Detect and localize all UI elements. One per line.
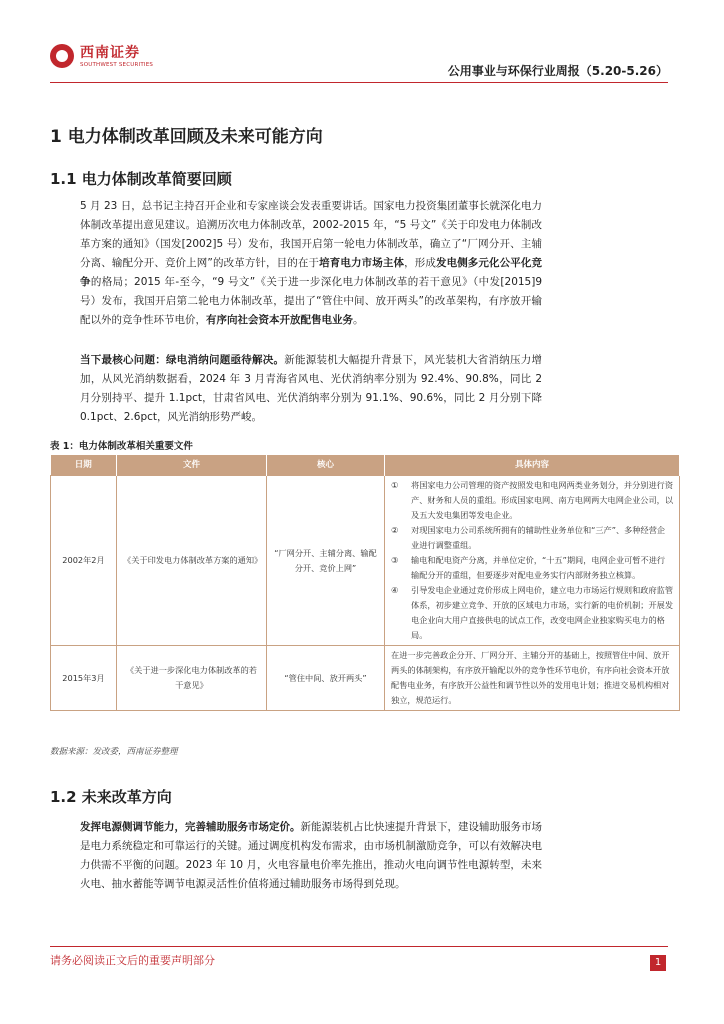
cell-document: 《关于进一步深化电力体制改革的若干意见》: [117, 646, 267, 711]
footer-divider: [50, 946, 668, 947]
cell-core: “管住中间、放开两头”: [267, 646, 385, 711]
content-item: ④ 引导发电企业通过竞价形成上网电价，建立电力市场运行规则和政府监管体系，初步建立竞争、开放的区域电力市场，实行新的电价机制；开展发电企业向大用户直接供电的试点工作，改变电网企业独家购买电力的格局。: [391, 585, 674, 640]
header-content: 具体内容: [385, 455, 680, 476]
cell-content: [385, 476, 680, 646]
table-row: [51, 476, 680, 646]
logo-text-cn: 西南证券: [80, 45, 140, 61]
section-1-1-heading: 1.1 电力体制改革简要回顾: [50, 170, 232, 188]
cell-date: 2015年3月: [51, 646, 117, 711]
page-number: 1: [650, 955, 666, 971]
logo-emblem-icon: [50, 44, 74, 68]
header-document: 文件: [117, 455, 267, 476]
report-title: 公用事业与环保行业周报（5.20-5.26）: [447, 64, 668, 78]
table-header-row: [51, 455, 680, 476]
header-date: 日期: [51, 455, 117, 476]
table-row: [51, 646, 680, 711]
table-source-note: 数据来源：发改委，西南证券整理: [50, 747, 178, 757]
section-1-heading: 1 电力体制改革回顾及未来可能方向: [50, 127, 323, 147]
content-item: ② 对现国家电力公司系统所拥有的辅助性业务单位和“三产”、多种经营企业进行调整重组。: [391, 525, 666, 550]
disclaimer-note: 请务必阅读正文后的重要声明部分: [50, 954, 215, 967]
cell-core: “厂网分开、主辅分离、输配分开、竞价上网”: [267, 476, 385, 646]
policy-documents-table: [50, 455, 680, 711]
cell-document: 《关于印发电力体制改革方案的通知》: [117, 476, 267, 646]
header-divider: [50, 82, 668, 83]
company-logo: [50, 40, 160, 74]
paragraph-core-issue: 当下最核心问题：绿电消纳问题亟待解决。新能源装机大幅提升背景下，风光装机大省消纳压力增加，从风光消纳数据看，2024 年 3 月青海省风电、光伏消纳率分别为 92.4%、90.8%，同比 2 月分别持平、提升 1.1pct，甘肃省风电、光伏消纳率分别为 91.1%、90.6%，同比 2 月分别下降 0.1pct、2.6pct，风光消纳形势严峻。: [80, 354, 542, 423]
cell-date: 2002年2月: [51, 476, 117, 646]
table-caption: 表 1：电力体制改革相关重要文件: [50, 441, 193, 452]
paragraph-future-direction: 发挥电源侧调节能力，完善辅助服务市场定价。新能源装机占比快速提升背景下，建设辅助服务市场是电力系统稳定和可靠运行的关键。通过调度机构发布需求，由市场机制激励竞争，可以有效解决电力供需不平衡的问题。2023 年 10 月，火电容量电价率先推出，推动火电向调节性电源转型，未来火电、抽水蓄能等调节电源灵活性价值将通过辅助服务市场得到兑现。: [80, 821, 542, 890]
cell-content: 在进一步完善政企分开、厂网分开、主辅分开的基础上，按照管住中间、放开两头的体制架构，有序放开输配以外的竞争性环节电价，有序向社会资本开放配售电业务，有序放开公益性和调节性以外的发用电计划；推进交易机构相对独立，规范运行。: [385, 646, 680, 711]
content-item: ③ 输电和配电资产分离，并单位定价，“十五”期间，电网企业可暂不进行输配分开的重组，但要逐步对配电业务实行内部财务独立核算。: [391, 555, 666, 580]
header-core: 核心: [267, 455, 385, 476]
section-1-2-heading: 1.2 未来改革方向: [50, 788, 172, 806]
logo-text-en: SOUTHWEST SECURITIES: [80, 62, 154, 68]
paragraph-reform-review: 5 月 23 日，总书记主持召开企业和专家座谈会发表重要讲话。国家电力投资集团董事长就深化电力体制改革提出意见建议。追溯历次电力体制改革，2002-2015 年，“5 号文”《关于印发电力体制改革方案的通知》（国发[2002]5 号）发布，我国开启第一轮电力体制改革，确立了“厂网分开、主辅分离、输配分开、竞价上网”的改革方针，目的在于培育电力市场主体，形成发电侧多元化公平化竞争的格局；2015 年-至今，“9 号文”《关于进一步深化电力体制改革的若干意见》（中发[2015]9 号）发布，我国开启第二轮电力体制改革，提出了“管住中间、放开两头”的改革架构，有序放开输配以外的竞争性环节电价，有序向社会资本开放配售电业务。: [80, 200, 543, 326]
content-item: ① 将国家电力公司管理的资产按照发电和电网两类业务划分，并分别进行资产、财务和人员的重组。形成国家电网、南方电网两大电网企业公司，以及五大发电集团等发电企业。: [391, 480, 674, 520]
